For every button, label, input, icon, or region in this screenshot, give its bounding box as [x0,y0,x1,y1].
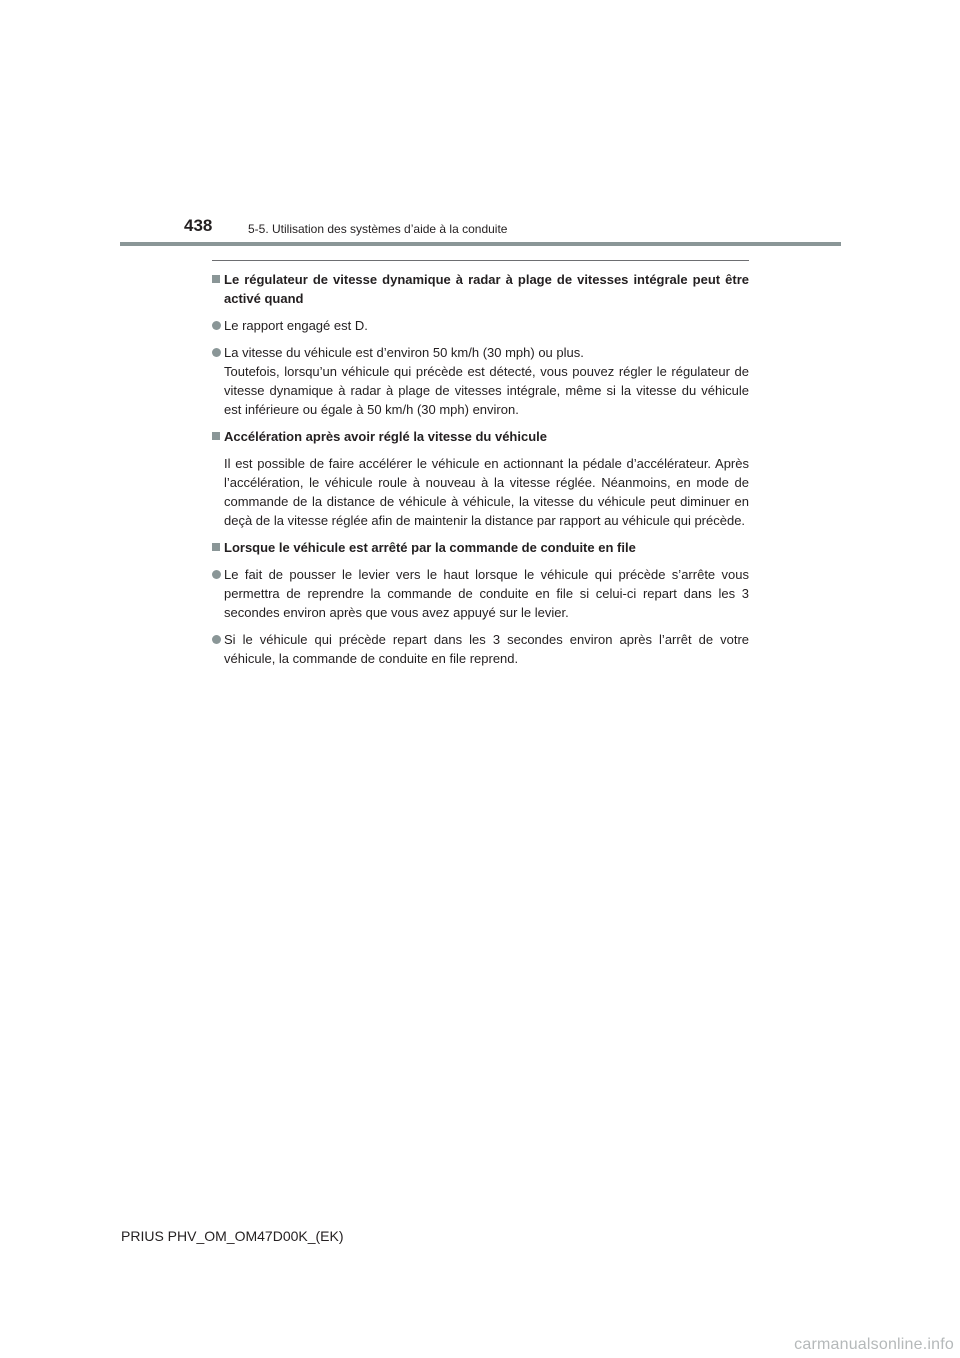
square-bullet-icon [212,432,220,440]
square-bullet-icon [212,543,220,551]
section-acceleration [212,427,749,530]
square-bullet-icon [212,275,220,283]
list-item [212,565,749,622]
section-heading [212,538,749,557]
document-code: PRIUS PHV_OM_OM47D00K_(EK) [121,1228,344,1244]
watermark-text: carmanualsonline.info [794,1336,954,1353]
section-activation-conditions [212,270,749,419]
content-top-rule [212,260,749,261]
section-heading [212,270,749,308]
circle-bullet-icon [212,321,221,330]
paragraph: Il est possible de faire accélérer le véhicule en actionnant la pédale d’accélérateur. Après l’accélération, le véhicule roule à nouveau à la vitesse réglée. Néanmoins, en mode de commande de la distance de véhicule à véhicule, la vitesse du véhicule peut diminuer en deçà de la vitesse réglée afin de maintenir la distance par rapport au véhicule qui précède. [224,456,749,528]
header-divider [120,242,841,246]
list-item-continuation: Toutefois, lorsqu’un véhicule qui précède est détecté, vous pouvez régler le régulateur de vitesse dynamique à radar à plage de vitesses intégrale, même si la vitesse du véhicule est inférieure ou égale à 50 km/h (30 mph) environ. [224,364,749,417]
circle-bullet-icon [212,348,221,357]
page-number: 438 [184,216,213,235]
section-title: 5-5. Utilisation des systèmes d’aide à la conduite [248,222,508,236]
heading-text: Lorsque le véhicule est arrêté par la commande de conduite en file [224,540,636,555]
section-heading [212,427,749,446]
list-item [212,316,749,335]
section-stopped-vehicle [212,538,749,668]
heading-text: Accélération après avoir réglé la vitesse du véhicule [224,429,547,444]
list-item-text: Le rapport engagé est D. [224,318,368,333]
heading-text: Le régulateur de vitesse dynamique à radar à plage de vitesses intégrale peut être activé quand [224,272,749,306]
list-item [212,343,749,419]
list-item [212,630,749,668]
list-item-text: Si le véhicule qui précède repart dans les 3 secondes environ après l’arrêt de votre véhicule, la commande de conduite en file reprend. [224,632,749,666]
list-item-text: Le fait de pousser le levier vers le haut lorsque le véhicule qui précède s’arrête vous permettra de reprendre la commande de conduite en file si celui-ci repart dans les 3 secondes environ après que vous avez appuyé sur le levier. [224,567,749,620]
circle-bullet-icon [212,635,221,644]
list-item-text: La vitesse du véhicule est d’environ 50 km/h (30 mph) ou plus. [224,345,584,360]
circle-bullet-icon [212,570,221,579]
content-area [212,270,749,676]
